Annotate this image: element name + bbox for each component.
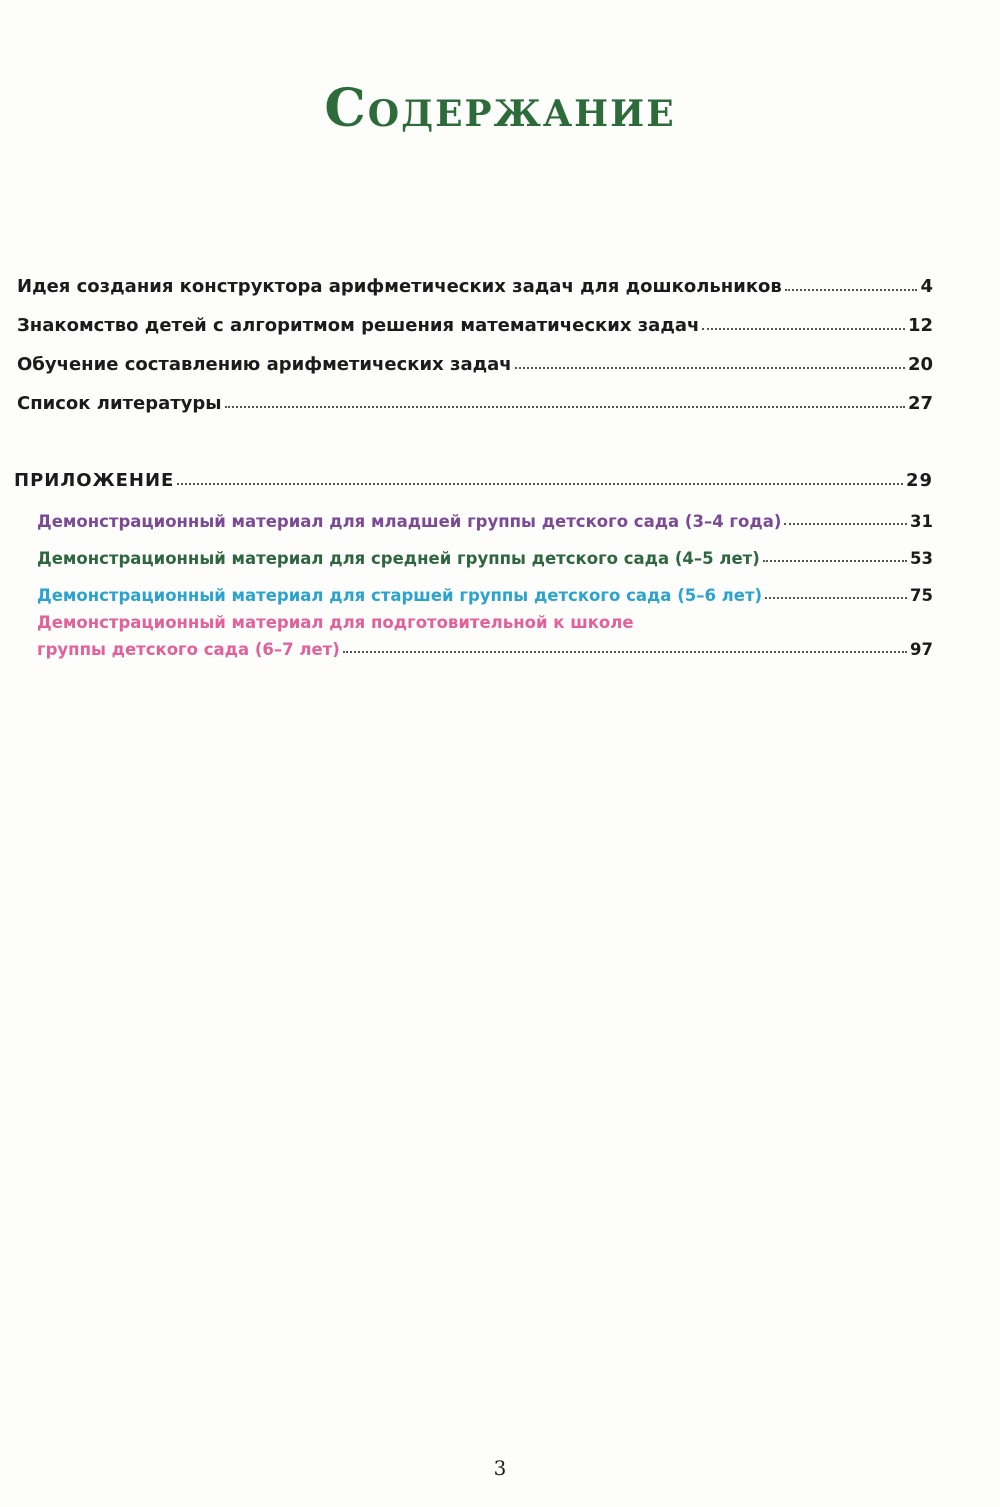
- table-of-contents: [17, 258, 933, 414]
- dot-leader: [702, 328, 905, 330]
- dot-leader: [343, 651, 907, 653]
- dot-leader: [765, 597, 907, 599]
- toc-entry-label: Список литературы: [17, 393, 222, 414]
- dot-leader: [763, 560, 907, 562]
- appendix-subentry-senior[interactable]: [37, 568, 933, 605]
- appendix-subentry-preparatory[interactable]: [37, 613, 933, 659]
- toc-entry-page: 12: [907, 315, 933, 336]
- dot-leader: [784, 523, 907, 525]
- appendix-subentry-junior[interactable]: [37, 494, 933, 531]
- subentry-label: Демонстрационный материал для средней группы детского сада (4–5 лет): [37, 549, 760, 568]
- subentry-page: 75: [910, 586, 933, 605]
- dot-leader: [515, 367, 905, 369]
- subentry-label: Демонстрационный материал для младшей группы детского сада (3–4 года): [37, 512, 782, 531]
- page-number: 3: [493, 1456, 507, 1480]
- appendix-page: 29: [905, 470, 933, 491]
- appendix-subsections: [37, 494, 933, 659]
- page-title: Содержание: [324, 78, 676, 139]
- toc-entry-page: 20: [907, 354, 933, 375]
- appendix-section: [14, 455, 933, 491]
- appendix-label: ПРИЛОЖЕНИЕ: [14, 470, 175, 491]
- dot-leader: [225, 406, 905, 408]
- subentry-page: 31: [910, 512, 933, 531]
- subentry-label: Демонстрационный материал для старшей группы детского сада (5–6 лет): [37, 586, 763, 605]
- toc-entry-page: 27: [907, 393, 933, 414]
- subentry-label-line1: Демонстрационный материал для подготовительной к школе: [37, 613, 634, 632]
- toc-entry-label: Идея создания конструктора арифметических задач для дошкольников: [17, 276, 782, 297]
- toc-entry[interactable]: [17, 336, 933, 375]
- toc-entry-label: Знакомство детей с алгоритмом решения математических задач: [17, 315, 700, 336]
- subentry-page: 53: [910, 549, 933, 568]
- appendix-entry[interactable]: [14, 455, 933, 491]
- toc-entry[interactable]: [17, 258, 933, 297]
- toc-entry-page: 4: [920, 276, 933, 297]
- subentry-page: 97: [910, 640, 933, 659]
- dot-leader: [785, 289, 918, 291]
- toc-entry[interactable]: [17, 375, 933, 414]
- toc-entry[interactable]: [17, 297, 933, 336]
- subentry-label-line2: группы детского сада (6–7 лет): [37, 640, 340, 659]
- dot-leader: [177, 483, 903, 485]
- appendix-subentry-middle[interactable]: [37, 531, 933, 568]
- toc-entry-label: Обучение составлению арифметических задач: [17, 354, 512, 375]
